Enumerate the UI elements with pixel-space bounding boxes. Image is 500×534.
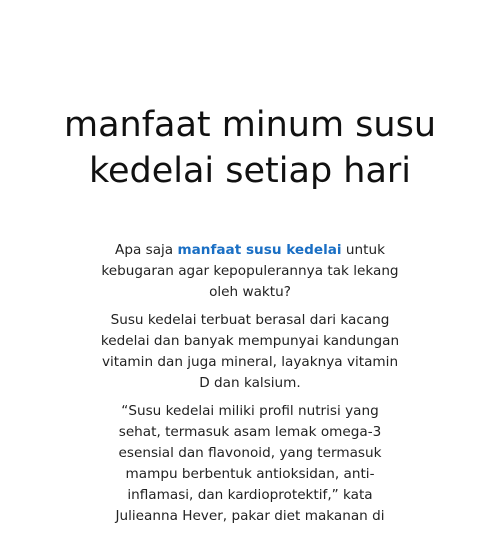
intro-text-before: Apa saja (115, 242, 178, 258)
paragraph-intro (100, 240, 400, 303)
article-body (100, 240, 400, 534)
intro-text-after: untuk kebugaran agar kepopulerannya tak lekang oleh waktu? (101, 242, 399, 300)
soy-milk-benefits-link[interactable]: manfaat susu kedelai (177, 242, 342, 258)
paragraph-quote: “Susu kedelai miliki profil nutrisi yang sehat, termasuk asam lemak omega-3 esensial dan flavonoid, yang termasuk mampu berbentuk antioksidan, anti-inflamasi, dan kardioprotektif,” kata Julieanna Hever, pakar diet makanan di (115, 403, 385, 524)
paragraph-content: Susu kedelai terbuat berasal dari kacang kedelai dan banyak mempunyai kandungan vitamin dan juga mineral, layaknya vitamin D dan kalsium. (100, 312, 400, 391)
page-title: manfaat minum susu kedelai setiap hari (63, 105, 437, 191)
